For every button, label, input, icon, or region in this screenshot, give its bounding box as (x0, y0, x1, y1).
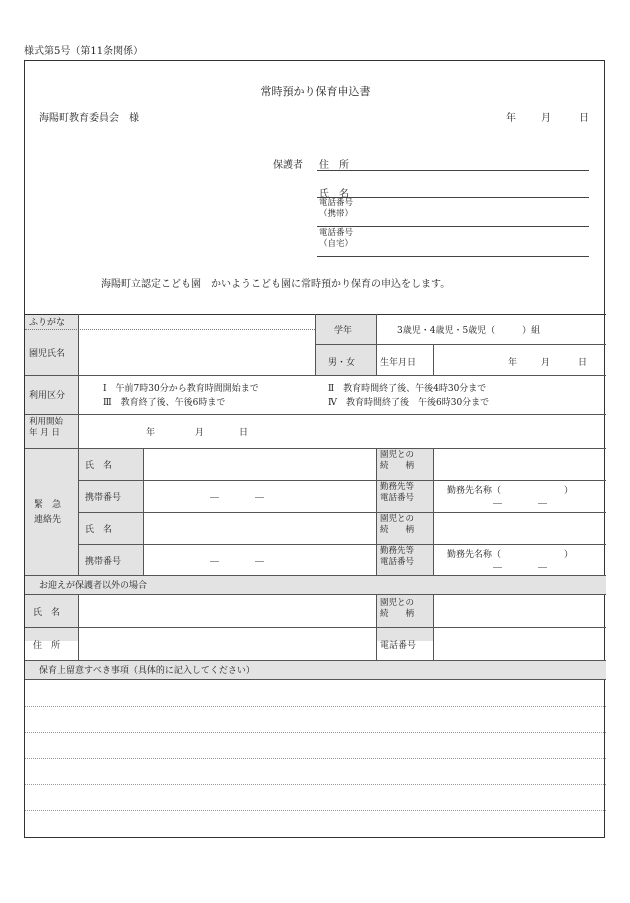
contact-1-work-phone-field[interactable]: ― ― (493, 499, 548, 509)
guardian-home-phone-field[interactable] (317, 256, 589, 257)
contact-2-workplace-field[interactable]: 勤務先名称（ ） (447, 550, 574, 560)
birth-day[interactable]: 日 (578, 358, 588, 368)
start-day[interactable]: 日 (239, 428, 249, 438)
contact-1-work-phone-label: 勤務先等 電話番号 (380, 482, 415, 503)
guardian-address-field[interactable] (317, 170, 589, 171)
guardian-name-field[interactable] (317, 197, 589, 198)
emergency-label: 緊 急 連絡先 (34, 500, 62, 525)
date-month[interactable]: 月 (541, 113, 551, 124)
pickup-phone-label: 電話番号 (380, 641, 417, 651)
contact-2-name-field[interactable] (144, 513, 375, 543)
notes-header: 保育上留意すべき事項（具体的に記入してください） (39, 666, 255, 676)
addressee: 海陽町教育委員会 様 (39, 113, 139, 124)
usage-option-3[interactable]: Ⅲ 教育終了後、午後6時まで (103, 398, 226, 408)
furigana-label: ふりがな (29, 318, 66, 328)
child-name-label: 園児氏名 (29, 349, 66, 359)
contact-2-mobile-label: 携帯番号 (85, 557, 122, 567)
guardian-mobile-field[interactable] (317, 226, 589, 227)
pickup-name-label: 氏 名 (33, 608, 61, 618)
start-month[interactable]: 月 (195, 428, 205, 438)
usage-option-4[interactable]: Ⅳ 教育時間終了後 午後6時30分まで (328, 398, 490, 408)
usage-option-1[interactable]: Ⅰ 午前7時30分から教育時間開始まで (103, 384, 259, 394)
contact-1-name-label: 氏 名 (85, 461, 113, 471)
grade-label: 学年 (334, 326, 353, 336)
contact-2-work-phone-field[interactable]: ― ― (493, 563, 548, 573)
child-name-field[interactable] (79, 330, 315, 374)
gender-options[interactable]: 男・女 (328, 358, 356, 368)
pickup-relation-label: 園児との 続 柄 (380, 598, 415, 619)
birthdate-label: 生年月日 (380, 358, 417, 368)
pickup-header: お迎えが保護者以外の場合 (39, 581, 148, 591)
contact-2-relation-label: 園児との 続 柄 (380, 514, 415, 535)
usage-option-2[interactable]: Ⅱ 教育時間終了後、午後4時30分まで (328, 384, 487, 394)
pickup-address-field[interactable] (79, 628, 375, 659)
guardian-address-label: 住 所 (319, 160, 349, 171)
contact-2-mobile-field[interactable]: ― ― (210, 557, 265, 567)
contact-2-work-phone-label: 勤務先等 電話番号 (380, 546, 415, 567)
date-year[interactable]: 年 (506, 113, 516, 124)
contact-1-mobile-label: 携帯番号 (85, 493, 122, 503)
contact-2-name-label: 氏 名 (85, 525, 113, 535)
pickup-name-field[interactable] (79, 595, 375, 626)
guardian-name-label: 氏 名 (319, 189, 349, 200)
guardian-label: 保護者 (273, 160, 303, 171)
contact-1-workplace-field[interactable]: 勤務先名称（ ） (447, 486, 574, 496)
contact-1-mobile-field[interactable]: ― ― (210, 493, 265, 503)
contact-1-relation-label: 園児との 続 柄 (380, 450, 415, 471)
grade-options[interactable]: 3歳児・4歳児・5歳児（ ）組 (397, 326, 541, 336)
pickup-address-label: 住 所 (33, 641, 61, 651)
furigana-field[interactable] (79, 315, 315, 328)
form-title: 常時預かり保育申込書 (260, 85, 371, 98)
birth-year[interactable]: 年 (508, 358, 518, 368)
guardian-home-phone-label: 電話番号 （自宅） (319, 228, 354, 249)
start-year[interactable]: 年 (146, 428, 156, 438)
date-day[interactable]: 日 (579, 113, 589, 124)
contact-1-name-field[interactable] (144, 449, 375, 479)
birth-month[interactable]: 月 (541, 358, 551, 368)
form-number: 様式第5号（第11条関係） (24, 46, 144, 57)
declaration-text: 海陽町立認定こども園 かいようこども園に常時預かり保育の申込をします。 (101, 279, 451, 290)
application-form (24, 60, 605, 838)
notes-field[interactable] (25, 680, 606, 836)
guardian-mobile-label: 電話番号 （携帯） (319, 198, 354, 219)
start-date-label: 利用開始 年 月 日 (29, 417, 64, 438)
usage-label: 利用区分 (29, 391, 66, 401)
pickup-phone-field[interactable] (434, 628, 605, 659)
